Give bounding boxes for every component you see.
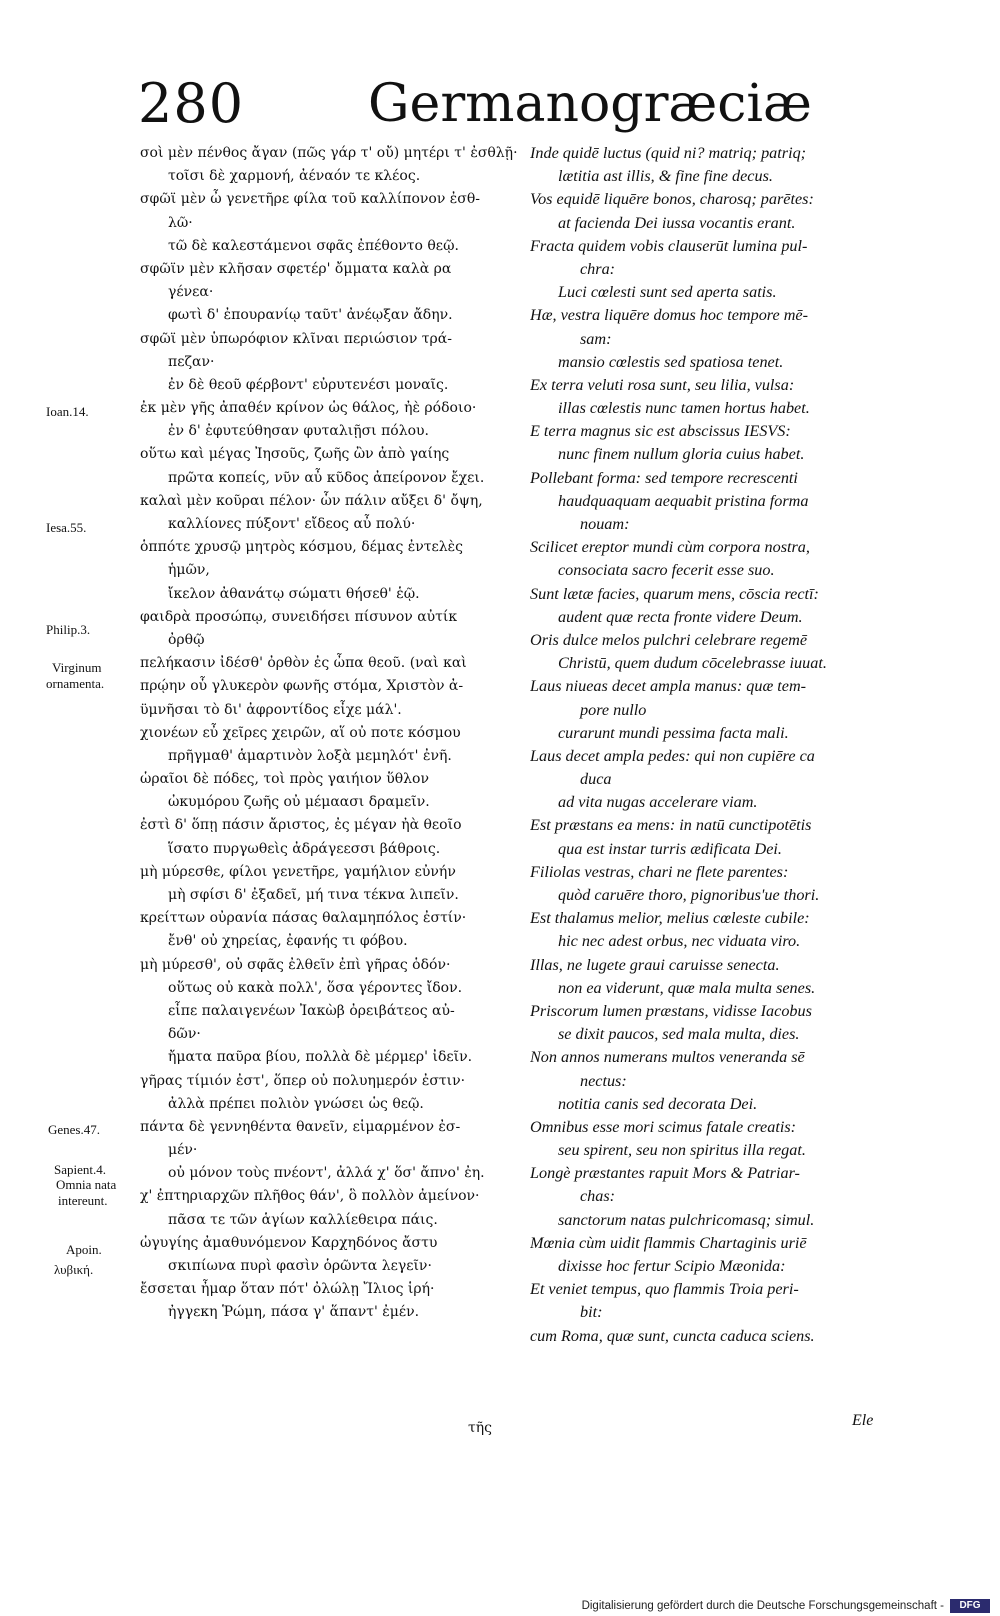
greek-line: ἐν δὲ θεοῦ φέρβοντ' εὐρυτενέσι μοναῖς.: [168, 376, 449, 393]
latin-line: E terra magnus sic est abscissus IESVS:: [530, 422, 791, 441]
greek-line: γένεα·: [168, 284, 214, 301]
greek-line: οὕτω καὶ μέγας Ἰησοῦς, ζωῆς ὢν ἀπὸ γαίης: [140, 446, 450, 463]
greek-line: μέν·: [168, 1142, 198, 1159]
latin-line: notitia canis sed decorata Dei.: [558, 1094, 758, 1113]
latin-line: Oris dulce melos pulchri celebrare regemē: [530, 630, 808, 649]
greek-line: δῶν·: [168, 1026, 201, 1043]
running-title: Germanogræciæ: [368, 74, 812, 134]
greek-line: ἵσατο πυργωθεὶς ἀδράγεεσσι βάθροις.: [168, 840, 441, 857]
latin-line: pore nullo: [580, 700, 647, 719]
latin-line: audent quæ recta fronte videre Deum.: [558, 607, 803, 626]
latin-line: consociata sacro fecerit esse suo.: [558, 561, 775, 580]
margin-note: intereunt.: [58, 1193, 108, 1208]
latin-line: Non annos numerans multos veneranda sē: [530, 1048, 805, 1067]
latin-line: Hæ, vestra liquēre domus hoc tempore mē-: [530, 306, 808, 325]
margin-note: Virginum: [52, 660, 102, 675]
greek-line: καλλίονες πύξοντ' εἴδεος αὖ πολύ·: [168, 516, 416, 532]
latin-line: duca: [580, 770, 612, 789]
greek-line: ἐκ μὲν γῆς ἀπαθέν κρίνον ὡς θάλος, ἠὲ ρόδοιο·: [140, 400, 477, 417]
greek-line: σοὶ μὲν πένθος ἄγαν (πῶς γάρ τ' οὔ) μητέρι τ' ἐσθλῇ·: [140, 145, 518, 161]
latin-line: curarunt mundi pessima facta mali.: [558, 723, 789, 742]
latin-line: Priscorum lumen præstans, vidisse Iacobus: [530, 1001, 812, 1020]
latin-line: Filiolas vestras, chari ne flete parentes:: [530, 862, 789, 881]
latin-line: Est thalamus melior, melius cœleste cubile:: [530, 909, 810, 928]
latin-line: sanctorum natas pulchricomasq; simul.: [558, 1210, 815, 1229]
latin-line: Christū, quem dudum cōcelebrasse iuuat.: [558, 654, 827, 673]
latin-line: ad vita nugas accelerare viam.: [558, 793, 758, 812]
margin-note: λυβική.: [54, 1262, 94, 1277]
greek-line: ἠγγεκη Ῥώμη, πάσα γ' ἅπαντ' ἐμέν.: [168, 1304, 420, 1321]
greek-line: πρῆγμαθ' ἁμαρτινὸν λοξὰ μεμηλότ' ἐνῆ.: [168, 747, 452, 764]
greek-line: μὴ μύρεσθε, φίλοι γενετῆρε, γαμήλιον εὐνήν: [140, 863, 456, 880]
margin-note: Iesa.55.: [46, 520, 87, 535]
greek-catchword: τῆς: [468, 1420, 492, 1436]
greek-line: πεζαν·: [168, 353, 215, 370]
latin-line: sam:: [580, 329, 612, 348]
latin-line: hic nec adest orbus, nec viduata viro.: [558, 932, 801, 951]
latin-line: Inde quidē luctus (quid ni? matriq; patriq;: [530, 144, 807, 162]
latin-line: quòd caruēre thoro, pignoribus'ue thori.: [558, 886, 820, 904]
latin-line: Sunt lætæ facies, quarum mens, cōscia rectī:: [530, 584, 819, 603]
greek-line: ἡμῶν,: [168, 562, 210, 579]
greek-line: ἀλλὰ πρέπει πολιὸν γνώσει ὡς θεῷ.: [168, 1095, 424, 1112]
latin-line: nouam:: [580, 515, 630, 533]
latin-line: Ex terra veluti rosa sunt, seu lilia, vulsa:: [530, 375, 795, 394]
greek-line: σφῶϊ μὲν ὦ γενετῆρε φίλα τοῦ καλλίπονον ἐσθ-: [140, 191, 481, 208]
latin-line: at facienda Dei iussa vocantis erant.: [558, 213, 796, 232]
latin-line: lætitia ast illis, & fine fine decus.: [558, 167, 773, 186]
latin-line: Est præstans ea mens: in natū cunctipotētis: [530, 816, 812, 835]
latin-line: Laus niueas decet ampla manus: quæ tem-: [530, 677, 807, 696]
greek-line: λῶ·: [168, 214, 193, 231]
margin-notes: [0, 0, 135, 1616]
greek-line: τοῖσι δὲ χαρμονή, ἀέναόν τε κλέος.: [168, 168, 421, 185]
greek-line: μὴ μύρεσθ', οὐ σφᾶς ἐλθεῖν ἐπὶ γῆρας ὁδόν·: [140, 956, 451, 973]
greek-line: χιονέων εὖ χεῖρες χειρῶν, αἵ οὐ ποτε κόσμου: [140, 724, 461, 741]
greek-line: ὠκυμόρου ζωῆς οὐ μέμαασι δραμεῖν.: [168, 794, 430, 811]
greek-line: πάντα δὲ γεννηθέντα θανεῖν, εἱμαρμένον ἐσ-: [140, 1118, 461, 1135]
latin-line: Luci cœlesti sunt sed aperta satis.: [558, 283, 777, 302]
greek-line: ὠγυγίης ἀμαθυνόμενον Καρχηδόνος ἄστυ: [140, 1234, 438, 1251]
latin-line: bit:: [580, 1303, 603, 1322]
latin-line: se dixit paucos, sed mala multa, dies.: [558, 1025, 800, 1044]
greek-line: ἔνθ' οὐ χηρείας, ἐφανής τι φόβου.: [168, 933, 408, 950]
digitization-footer: [0, 1590, 1000, 1616]
greek-line: ἐν δ' ἐφυτεύθησαν φυταλιῇσι πόλου.: [168, 423, 429, 440]
latin-catchword: Ele: [852, 1412, 874, 1429]
margin-note: Philip.3.: [46, 622, 91, 637]
latin-line: Fracta quidem vobis clauserūt lumina pul-: [530, 236, 808, 255]
margin-note: Sapient.4.: [54, 1162, 106, 1177]
greek-line: φωτὶ δ' ἐπουρανίῳ ταῦτ' ἀνέῳξαν ἄδην.: [168, 307, 453, 324]
greek-line: ἤματα παῦρα βίου, πολλὰ δὲ μέρμερ' ἰδεῖν.: [168, 1049, 473, 1066]
latin-line: Pollebant forma: sed tempore recrescenti: [530, 468, 798, 487]
latin-line: qua est instar turris ædificata Dei.: [558, 839, 782, 858]
latin-line: seu spirent, seu non spiritus illa regat.: [558, 1141, 806, 1160]
greek-line: χ' ἐπτηριαρχῶν πλῆθος θάν', ὃ πολλὸν ἀμείνον·: [140, 1188, 480, 1205]
greek-line: μὴ σφίσι δ' ἐξαδεῖ, μή τινα τέκνα λιπεῖν.: [168, 887, 459, 903]
margin-note: Ioan.14.: [46, 404, 89, 419]
latin-line: chas:: [580, 1187, 616, 1206]
latin-line: Scilicet ereptor mundi cùm corpora nostra,: [530, 538, 810, 557]
latin-line: non ea viderunt, quæ mala multa senes.: [558, 978, 816, 997]
greek-line: φαιδρὰ προσώπῳ, συνειδήσει πίσυνον αὐτίκ: [140, 608, 458, 625]
greek-line: γῆρας τίμιόν ἐστ', ὅπερ οὐ πολυημερόν ἐστιν·: [140, 1072, 466, 1089]
greek-line: ὀρθῷ: [168, 631, 205, 648]
latin-line: Illas, ne lugete graui caruisse senecta.: [530, 955, 780, 974]
latin-line: Laus decet ampla pedes: qui non cupiēre ca: [530, 746, 815, 765]
latin-line: Mœnia cùm uidit flammis Chartaginis uriē: [530, 1233, 807, 1252]
greek-line: εἶπε παλαιγενέων Ἰακὼβ ὀρειβάτεος αὐ-: [168, 1002, 455, 1019]
margin-note: Apoin.: [66, 1242, 102, 1257]
latin-line: mansio cœlestis sed spatiosa tenet.: [558, 352, 784, 371]
greek-line: καλαὶ μὲν κοῦραι πέλον· ὧν πάλιν αὔξει δ' ὄψη,: [140, 492, 483, 509]
margin-note: Genes.47.: [48, 1122, 100, 1137]
latin-line: illas cœlestis nunc tamen hortus habet.: [558, 399, 810, 418]
greek-line: ὁππότε χρυσῷ μητρὸς κόσμου, δέμας ἐντελὲς: [140, 539, 463, 556]
greek-line: οὐ μόνον τοὺς πνέοντ', ἀλλά χ' ὅσ' ἄπνο' ἐη.: [168, 1165, 485, 1182]
latin-line: Longè præstantes rapuit Mors & Patriar-: [530, 1164, 800, 1183]
greek-line: σφῶϊν μὲν κλῆσαν σφετέρ' ὄμματα καλὰ ρα: [140, 260, 452, 277]
greek-line: οὕτως οὐ κακὰ πολλ', ὅσα γέροντες ἴδον.: [168, 979, 463, 996]
footer-credit: Digitalisierung gefördert durch die Deutsche Forschungsgemeinschaft -: [581, 1600, 944, 1612]
latin-line: nunc finem nullum gloria cuius habet.: [558, 445, 805, 464]
greek-line: πρῴην οὗ γλυκερὸν φωνῆς στόμα, Χριστὸν ἀ-: [140, 678, 464, 695]
greek-line: ἴκελον ἀθανάτῳ σώματι θήσεθ' ἑῷ.: [168, 585, 420, 602]
greek-line: ἔσσεται ἦμαρ ὅταν πότ' ὀλώλῃ Ἴλιος ἱρή·: [140, 1281, 435, 1298]
latin-line: Et veniet tempus, quo flammis Troia peri-: [530, 1280, 799, 1299]
greek-line: σφῶϊ μὲν ὑπωρόφιον κλῖναι περιώσιον τρά-: [140, 330, 452, 347]
greek-line: ὡραῖοι δὲ πόδες, τοὶ πρὸς γαιήιον ὕθλον: [140, 771, 429, 788]
greek-line: πρῶτα κοπείς, νῦν αὖ κῦδος ἀπείρονον ἔχει.: [168, 469, 485, 486]
greek-line: ϋμνῆσαι τὸ δι' ἀφροντίδος εἶχε μάλ'.: [140, 701, 402, 718]
latin-line: cum Roma, quæ sunt, cuncta caduca sciens.: [530, 1326, 815, 1345]
margin-note: ornamenta.: [46, 676, 105, 691]
latin-line: Vos equidē liquēre bonos, charosq; parētes:: [530, 190, 814, 209]
greek-line: ἐστὶ δ' ὅπῃ πάσιν ἄριστος, ἐς μέγαν ἠὰ θεοῖο: [140, 817, 462, 834]
latin-line: nectus:: [580, 1071, 627, 1090]
latin-text-column: [530, 142, 910, 1348]
greek-line: πᾶσα τε τῶν ἁγίων καλλίεθειρα πάις.: [168, 1211, 438, 1228]
dfg-logo: DFG: [950, 1599, 990, 1613]
greek-line: τῶ δὲ καλεστάμενοι σφᾶς ἐπέθοντο θεῷ.: [168, 237, 459, 254]
greek-line: κρείττων οὐρανία πάσας θαλαμηπόλος ἐστίν·: [140, 910, 467, 927]
latin-line: chra:: [580, 259, 616, 278]
margin-note: Omnia nata: [56, 1177, 117, 1192]
greek-text-column: [140, 142, 525, 1325]
page-header: [0, 72, 1000, 142]
greek-line: πελήκασιν ἰδέσθ' ὀρθὸν ἐς ὦπα θεοῦ. (ναὶ καὶ: [140, 655, 467, 672]
latin-line: haudquaquam aequabit pristina forma: [558, 491, 809, 510]
latin-line: Omnibus esse mori scimus fatale creatis:: [530, 1117, 797, 1136]
latin-line: dixisse hoc fertur Scipio Mæonida:: [558, 1257, 786, 1275]
page-number: 280: [138, 72, 245, 135]
greek-line: σκιπίωνα πυρὶ φασὶν ὁρῶντα λεγεῖν·: [168, 1258, 432, 1274]
